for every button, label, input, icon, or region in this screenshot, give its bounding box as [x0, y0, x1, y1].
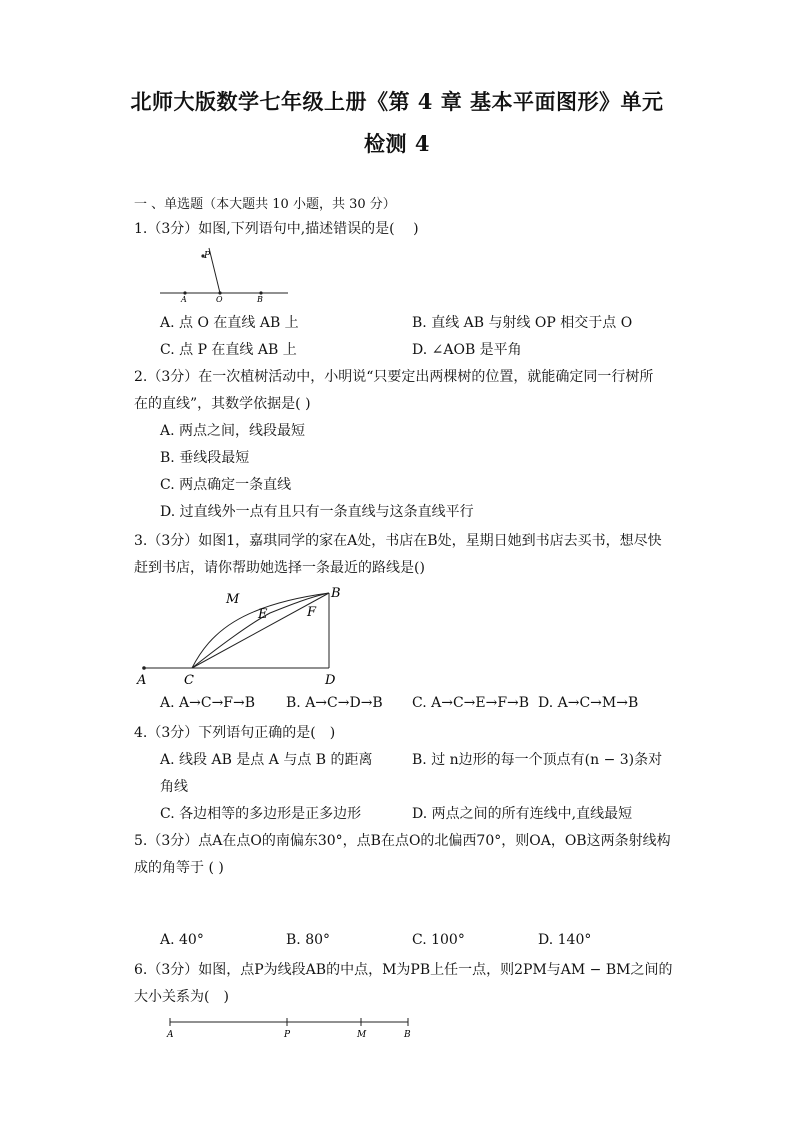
q3-label-b: B — [331, 586, 341, 601]
q2-option-b[interactable]: B. 垂线段最短 — [160, 450, 250, 466]
q3-figure — [130, 583, 355, 688]
q6-stem-line1: 6.（3分）如图，点P为线段AB的中点，M为PB上任一点，则2PM与AM − BM之间的 — [134, 962, 673, 978]
q3-stem-line1: 3.（3分）如图1，嘉琪同学的家在A处，书店在B处，星期日她到书店去买书，想尽快 — [134, 533, 662, 549]
q4-option-c[interactable]: C. 各边相等的多边形是正多边形 — [160, 806, 362, 822]
q5-option-c[interactable]: C. 100° — [412, 932, 465, 948]
q6-label-m: M — [357, 1030, 367, 1040]
q5-option-d[interactable]: D. 140° — [538, 932, 592, 948]
q3-label-d: D — [325, 673, 336, 688]
q3-label-e: E — [258, 607, 268, 622]
document-title-line2: 检测 4 — [364, 131, 430, 156]
q3-option-a[interactable]: A. A→C→F→B — [160, 695, 256, 711]
q4-option-b[interactable]: B. 过 n边形的每一个顶点有(n − 3)条对 — [412, 752, 663, 768]
q6-label-b: B — [404, 1030, 411, 1040]
q1-ray-op — [209, 248, 220, 293]
q3-option-b[interactable]: B. A→C→D→B — [286, 695, 383, 711]
q6-label-a: A — [167, 1030, 174, 1040]
q2-option-d[interactable]: D. 过直线外一点有且只有一条直线与这条直线平行 — [160, 504, 474, 520]
q3-label-a: A — [137, 673, 147, 688]
q3-label-c: C — [184, 673, 194, 688]
q4-stem: 4.（3分）下列语句正确的是( ) — [134, 725, 336, 741]
q4-option-b-continued: 角线 — [160, 779, 188, 795]
q1-label-b: B — [257, 295, 263, 304]
q6-label-p: P — [284, 1030, 291, 1040]
q3-option-c[interactable]: C. A→C→E→F→B — [412, 695, 530, 711]
q5-stem-line2: 成的角等于 ( ) — [134, 860, 224, 876]
q1-option-d[interactable]: D. ∠AOB 是平角 — [412, 342, 522, 358]
q1-option-c[interactable]: C. 点 P 在直线 AB 上 — [160, 342, 297, 358]
q1-option-b[interactable]: B. 直线 AB 与射线 OP 相交于点 O — [412, 315, 633, 331]
document-title-line1: 北师大版数学七年级上册《第 4 章 基本平面图形》单元 — [130, 89, 664, 114]
q3-option-d[interactable]: D. A→C→M→B — [538, 695, 639, 711]
q5-stem-line1: 5.（3分）点A在点O的南偏东30°，点B在点O的北偏西70°，则OA，OB这两条射线构 — [134, 833, 671, 849]
q3-label-f: F — [307, 605, 317, 620]
q1-stem: 1.（3分）如图,下列语句中,描述错误的是( ) — [134, 221, 419, 237]
q2-option-c[interactable]: C. 两点确定一条直线 — [160, 477, 292, 493]
q2-stem-line2: 在的直线”，其数学依据是( ) — [134, 396, 311, 412]
q1-label-o: O — [216, 295, 223, 304]
q2-stem-line1: 2.（3分）在一次植树活动中，小明说“只要定出两棵树的位置，就能确定同一行树所 — [134, 369, 654, 385]
q4-option-d[interactable]: D. 两点之间的所有连线中,直线最短 — [412, 806, 633, 822]
q2-option-a[interactable]: A. 两点之间，线段最短 — [160, 423, 306, 439]
q1-label-a: A — [181, 295, 187, 304]
section-heading: 一 、单选题（本大题共 10 小题，共 30 分） — [134, 197, 396, 212]
q4-option-a[interactable]: A. 线段 AB 是点 A 与点 B 的距离 — [160, 752, 373, 768]
q1-label-p: P — [204, 251, 211, 261]
q1-option-a[interactable]: A. 点 O 在直线 AB 上 — [160, 315, 299, 331]
q6-stem-line2: 大小关系为( ) — [134, 989, 229, 1005]
q3-label-m: M — [226, 592, 240, 607]
q6-figure — [160, 1012, 420, 1042]
q3-point-a — [142, 666, 146, 670]
q5-option-a[interactable]: A. 40° — [160, 932, 204, 948]
q5-option-b[interactable]: B. 80° — [286, 932, 331, 948]
q1-figure — [150, 243, 300, 305]
q3-stem-line2: 赶到书店，请你帮助她选择一条最近的路线是() — [134, 560, 425, 576]
